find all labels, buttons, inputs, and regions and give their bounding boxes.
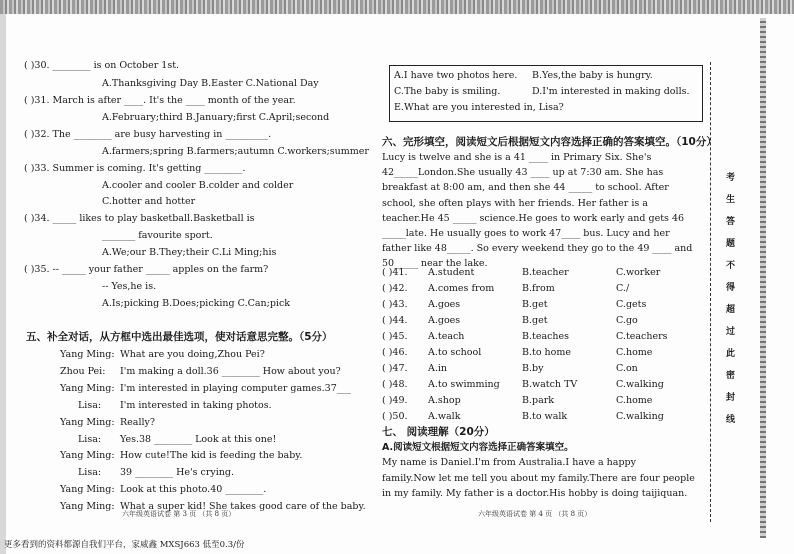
cloze-option-b: B.to walk xyxy=(522,411,568,422)
passage-line: _____late. He usually goes to work 47____ bus. Lucy and her xyxy=(382,228,670,239)
cloze-option-c: C.home xyxy=(616,395,653,406)
cloze-option-a: A.student xyxy=(428,267,475,278)
seal-line-char: 线 xyxy=(726,415,736,425)
seal-line-char: 题 xyxy=(726,239,736,249)
question-35-stem-2: -- Yes,he is. xyxy=(102,281,157,292)
cloze-option-c: C.walking xyxy=(616,379,664,390)
dialogue-speaker: Yang Ming: xyxy=(60,416,115,428)
bottom-note: 更多看到的资料都源自我们平台，家威鑫 MXSJ663 低至0.3/份 xyxy=(4,540,245,550)
dialogue-line: Look at this photo.40 ________. xyxy=(120,484,267,496)
passage-line: Lucy is twelve and she is a 41 ____ in Primary Six. She's xyxy=(382,152,652,163)
seal-line-char: 过 xyxy=(726,327,736,337)
cloze-question-number: ( )44. xyxy=(382,315,408,326)
question-30-options: A.Thanksgiving Day B.Easter C.National Day xyxy=(102,78,319,89)
cloze-question-number: ( )41. xyxy=(382,267,408,278)
question-34: ( )34. _____ likes to play basketball.Basketball is xyxy=(24,213,255,224)
passage-line: breakfast at 8:00 am, and then she 44 _____ to school. After xyxy=(382,182,669,194)
cloze-option-a: A.walk xyxy=(428,411,461,422)
question-34-options: A.We;our B.They;their C.Li Ming;his xyxy=(102,247,277,258)
seal-line-char: 答 xyxy=(726,217,736,227)
question-31: ( )31. March is after ____. It's the ____ month of the year. xyxy=(24,95,296,106)
seal-line-char: 此 xyxy=(726,349,736,359)
cloze-option-a: A.goes xyxy=(428,299,461,310)
passage-line: 42_____London.She usually 43 ____ up at 7:30 am. She has xyxy=(382,167,664,179)
cloze-option-a: A.to school xyxy=(428,347,482,358)
section-5-title: 五、补全对话，从方框中选出最佳选项，使对话意思完整。（5分） xyxy=(26,331,333,343)
cloze-option-b: B.from xyxy=(522,283,555,294)
section-7a-title: A.阅读短文根据短文内容选择正确答案填空。 xyxy=(382,442,574,453)
cloze-option-a: A.goes xyxy=(428,315,461,326)
cloze-option-b: B.teaches xyxy=(522,331,570,342)
dialogue-line: I'm interested in playing computer games.37___ xyxy=(120,382,352,394)
option-b: B.Yes,the baby is hungry. xyxy=(532,70,653,81)
cloze-option-c: C.walking xyxy=(616,411,664,422)
question-32: ( )32. The ________ are busy harvesting in _________. xyxy=(24,129,272,140)
question-33-options-c: C.hotter and hotter xyxy=(102,196,196,207)
question-33: ( )33. Summer is coming. It's getting ________. xyxy=(24,163,246,174)
cloze-question-number: ( )45. xyxy=(382,331,408,342)
cloze-question-number: ( )42. xyxy=(382,283,408,294)
cloze-option-c: C.worker xyxy=(616,267,661,278)
cloze-option-a: A.in xyxy=(428,363,448,374)
dialogue-speaker: Yang Ming: xyxy=(60,450,115,462)
cloze-question-number: ( )49. xyxy=(382,395,408,406)
question-33-options-ab: A.cooler and cooler B.colder and colder xyxy=(102,180,294,191)
dialogue-line: I'm making a doll.36 ________ How about you? xyxy=(120,365,341,377)
dialogue-speaker: Lisa: xyxy=(78,399,102,411)
dialogue-line: Really? xyxy=(120,416,155,428)
seal-line-char: 生 xyxy=(726,195,736,205)
scan-edge-left xyxy=(0,14,6,554)
cloze-option-b: B.teacher xyxy=(522,267,569,278)
cloze-question-number: ( )50. xyxy=(382,411,408,422)
dialogue-line: How cute!The kid is feeding the baby. xyxy=(120,450,303,462)
seal-line-char: 得 xyxy=(726,283,736,293)
seal-line-char: 封 xyxy=(726,393,736,403)
passage-line: father like 48_____. So every weekend they go to the 49 ____ and xyxy=(382,243,693,255)
seal-line-char: 密 xyxy=(726,371,736,381)
cloze-question-number: ( )47. xyxy=(382,363,408,374)
cloze-option-a: A.teach xyxy=(428,331,465,342)
cloze-option-c: C.go xyxy=(616,315,638,326)
cloze-option-b: B.park xyxy=(522,395,555,406)
passage-line: teacher.He 45 _____ science.He goes to work early and gets 46 xyxy=(382,212,685,224)
reading-line: in my family. My father is a doctor.His hobby is doing taijiquan. xyxy=(382,488,688,499)
question-30: ( )30. ________ is on October 1st. xyxy=(24,60,180,71)
option-a: A.I have two photos here. xyxy=(394,70,518,81)
cloze-option-b: B.watch TV xyxy=(522,379,578,390)
cloze-option-a: A.shop xyxy=(428,395,461,406)
dialogue-line: What are you doing,Zhou Pei? xyxy=(120,349,265,360)
dialogue-line: What a super kid! She takes good care of the baby. xyxy=(120,501,366,513)
cloze-option-b: B.get xyxy=(522,315,548,326)
dialogue-speaker: Yang Ming: xyxy=(60,484,115,496)
cloze-question-number: ( )46. xyxy=(382,347,408,358)
cloze-option-a: A.comes from xyxy=(428,283,495,294)
question-35: ( )35. -- _____ your father _____ apples on the farm? xyxy=(24,264,269,275)
page-4-footer: 六年级英语试卷 第 4 页 （共 8 页） xyxy=(478,510,592,518)
dialogue-speaker: Zhou Pei: xyxy=(60,365,106,377)
section-6-title: 六、完形填空，阅读短文后根据短文内容选择正确的答案填空。（10分） xyxy=(382,136,717,148)
question-34-stem-2: _______ favourite sport. xyxy=(102,230,213,241)
cloze-question-number: ( )48. xyxy=(382,379,408,390)
seal-line xyxy=(710,62,711,522)
dialogue-speaker: Yang Ming: xyxy=(60,349,115,360)
cloze-option-b: B.get xyxy=(522,299,548,310)
seal-line-char: 考 xyxy=(726,173,736,183)
question-31-options: A.February;third B.January;first C.April;second xyxy=(102,112,330,123)
cloze-question-number: ( )43. xyxy=(382,299,408,310)
dialogue-line: I'm interested in taking photos. xyxy=(120,399,272,411)
scan-edge-top xyxy=(0,0,794,14)
cloze-option-c: C.home xyxy=(616,347,653,358)
cloze-option-c: C.on xyxy=(616,363,638,374)
reading-line: family.Now let me tell you about my family.There are four people xyxy=(382,472,695,484)
dialogue-options-box xyxy=(389,65,703,122)
cloze-option-c: C.gets xyxy=(616,299,647,310)
reading-line: My name is Daniel.I'm from Australia.I have a happy xyxy=(382,457,636,468)
cloze-option-b: B.by xyxy=(522,363,544,374)
cloze-option-b: B.to home xyxy=(522,347,572,358)
option-c: C.The baby is smiling. xyxy=(394,86,501,97)
cloze-option-c: C./ xyxy=(616,283,630,294)
dialogue-line: 39 ________ He's crying. xyxy=(120,467,235,479)
question-35-options: A.Is;picking B.Does;picking C.Can;pick xyxy=(102,298,291,309)
cloze-option-c: C.teachers xyxy=(616,331,668,342)
section-7-title: 七、 阅读理解（20分） xyxy=(382,426,495,438)
scan-edge-right xyxy=(760,18,766,538)
seal-line-char: 超 xyxy=(726,305,736,315)
page-3-footer: 六年级英语试卷 第 3 页 （共 8 页） xyxy=(122,510,236,518)
dialogue-speaker: Lisa: xyxy=(78,433,102,445)
question-32-options: A.farmers;spring B.farmers;autumn C.workers;summer xyxy=(102,146,369,157)
cloze-option-a: A.to swimming xyxy=(428,379,500,390)
dialogue-line: Yes.38 ________ Look at this one! xyxy=(120,433,277,445)
passage-line: 50_____ near the lake. xyxy=(382,258,488,270)
seal-line-char: 不 xyxy=(726,261,736,271)
option-e: E.What are you interested in, Lisa? xyxy=(394,102,564,113)
dialogue-speaker: Lisa: xyxy=(78,467,102,479)
dialogue-speaker: Yang Ming: xyxy=(60,501,115,513)
option-d: D.I'm interested in making dolls. xyxy=(532,86,690,97)
dialogue-speaker: Yang Ming: xyxy=(60,382,115,394)
passage-line: school, she often plays with her friends. Her father is a xyxy=(382,197,648,209)
